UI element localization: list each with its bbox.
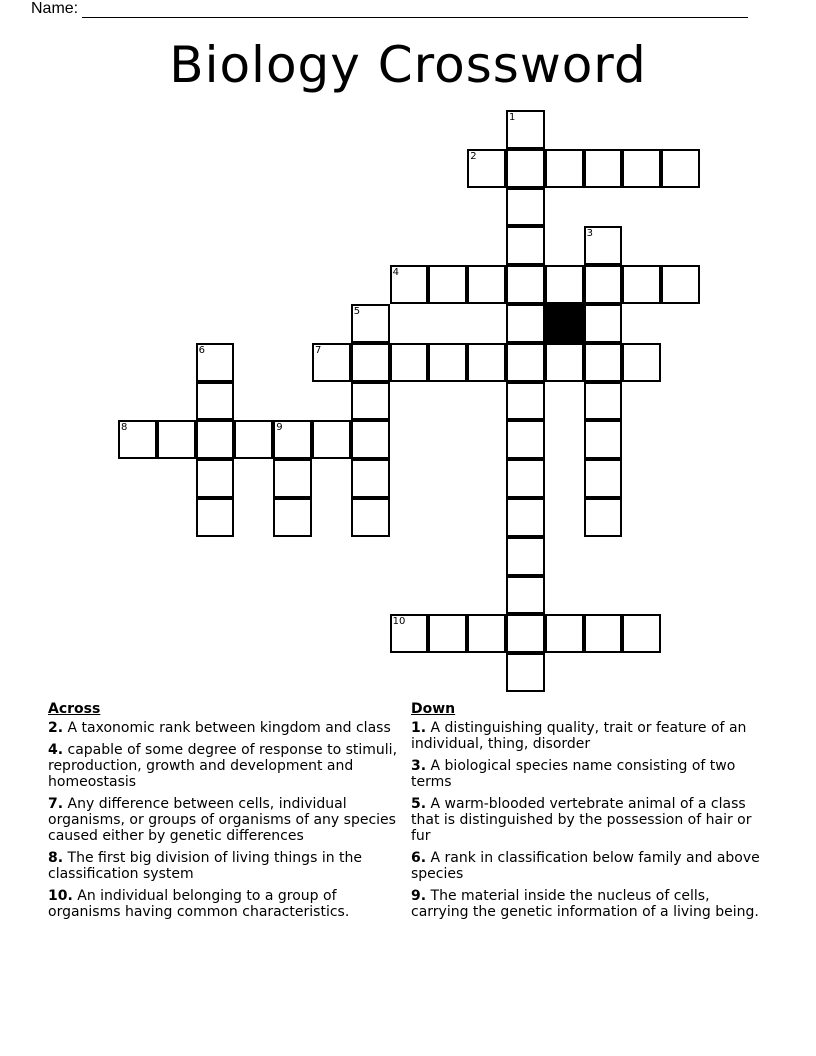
crossword-cell[interactable]: [545, 149, 584, 188]
crossword-cell[interactable]: [196, 459, 235, 498]
crossword-cell[interactable]: [467, 149, 506, 188]
crossword-cell[interactable]: [506, 576, 545, 615]
crossword-cell[interactable]: [196, 498, 235, 537]
clue-down-3: 3. A biological species name consisting of two terms: [411, 758, 736, 790]
crossword-cell[interactable]: [584, 382, 623, 421]
clue-number: 8: [121, 422, 128, 434]
crossword-cell[interactable]: [661, 265, 700, 304]
crossword-cell[interactable]: [351, 343, 390, 382]
crossword-cell[interactable]: [506, 149, 545, 188]
clue-down-9: 9. The material inside the nucleus of cells, carrying the genetic information of a living being.: [411, 888, 759, 920]
crossword-cell[interactable]: [428, 343, 467, 382]
clue-number: 3: [586, 228, 593, 240]
crossword-cell[interactable]: [584, 498, 623, 537]
page-title: Biology Crossword: [169, 36, 647, 94]
crossword-cell[interactable]: [273, 420, 312, 459]
crossword-cell[interactable]: [351, 382, 390, 421]
clue-across-7: 7. Any difference between cells, individual organisms, or groups of organisms of any species caused either by genetic differences: [48, 796, 396, 844]
crossword-cell[interactable]: [545, 265, 584, 304]
crossword-cell[interactable]: [196, 382, 235, 421]
crossword-cell[interactable]: [118, 420, 157, 459]
crossword-cell[interactable]: [428, 265, 467, 304]
clue-number: 2: [470, 150, 477, 162]
clue-across-2: 2. A taxonomic rank between kingdom and class: [48, 720, 391, 736]
down-clues: [411, 700, 763, 926]
crossword-cell[interactable]: [157, 420, 196, 459]
crossword-cell[interactable]: [273, 459, 312, 498]
crossword-cell[interactable]: [506, 653, 545, 692]
crossword-cell[interactable]: [506, 420, 545, 459]
clue-down-5: 5. A warm-blooded vertebrate animal of a class that is distinguished by the possession of hair or fur: [411, 796, 752, 844]
crossword-cell[interactable]: [428, 614, 467, 653]
crossword-cell[interactable]: [584, 614, 623, 653]
crossword-cell[interactable]: [506, 188, 545, 227]
name-label: Name:: [31, 0, 79, 17]
crossword-cell[interactable]: [545, 343, 584, 382]
clue-number: 6: [198, 344, 205, 356]
clue-across-8: 8. The first big division of living things in the classification system: [48, 850, 363, 882]
crossword-cell[interactable]: [584, 304, 623, 343]
clue-number: 5: [353, 306, 361, 317]
crossword-cell[interactable]: [506, 498, 545, 537]
crossword-cell[interactable]: [584, 265, 623, 304]
crossword-cell[interactable]: [622, 149, 661, 188]
crossword-cell[interactable]: [312, 420, 351, 459]
crossword-cell[interactable]: [506, 304, 545, 343]
crossword-cell[interactable]: [545, 614, 584, 653]
crossword-cell[interactable]: [584, 226, 623, 265]
crossword-cell[interactable]: [312, 343, 351, 382]
clue-number: 7: [315, 344, 322, 356]
crossword-cell[interactable]: [506, 382, 545, 421]
crossword-cell[interactable]: [196, 420, 235, 459]
crossword-cell[interactable]: [390, 265, 429, 304]
crossword-cell[interactable]: [506, 110, 545, 149]
crossword-cell[interactable]: [351, 459, 390, 498]
crossword-cell[interactable]: [661, 149, 700, 188]
crossword-cell[interactable]: [351, 420, 390, 459]
crossword-cell[interactable]: [234, 420, 273, 459]
clue-number: 4: [392, 267, 399, 279]
crossword-cell[interactable]: [584, 343, 623, 382]
down-heading: Down: [411, 701, 456, 717]
crossword-cell[interactable]: [506, 614, 545, 653]
crossword-cell[interactable]: [506, 459, 545, 498]
clue-down-6: 6. A rank in classification below family and above species: [411, 850, 760, 882]
crossword-cell[interactable]: [467, 614, 506, 653]
crossword-cell[interactable]: [506, 265, 545, 304]
crossword-cell[interactable]: [584, 459, 623, 498]
black-cell: [545, 304, 584, 343]
across-clues: [48, 700, 400, 926]
clue-down-1: 1. A distinguishing quality, trait or feature of an individual, thing, disorder: [411, 720, 747, 752]
crossword-cell[interactable]: [506, 226, 545, 265]
clue-number: 1: [509, 112, 516, 123]
clue-number: 10: [392, 616, 406, 628]
crossword-cell[interactable]: [506, 343, 545, 382]
crossword-cell[interactable]: [196, 343, 235, 382]
crossword-cell[interactable]: [467, 265, 506, 304]
crossword-cell[interactable]: [351, 498, 390, 537]
crossword-cell[interactable]: [467, 343, 506, 382]
crossword-cell[interactable]: [506, 537, 545, 576]
crossword-cell[interactable]: [622, 343, 661, 382]
crossword-cell[interactable]: [351, 304, 390, 343]
crossword-cell[interactable]: [273, 498, 312, 537]
clue-across-4: 4. capable of some degree of response to stimuli, reproduction, growth and development and homeostasis: [48, 742, 398, 790]
crossword-cell[interactable]: [584, 149, 623, 188]
clue-across-10: 10. An individual belonging to a group of organisms having common characteristics.: [48, 888, 350, 920]
crossword-cell[interactable]: [622, 265, 661, 304]
across-heading: Across: [48, 701, 101, 717]
crossword-cell[interactable]: [390, 614, 429, 653]
crossword-cell[interactable]: [584, 420, 623, 459]
crossword-cell[interactable]: [390, 343, 429, 382]
crossword-cell[interactable]: [622, 614, 661, 653]
clue-number: 9: [276, 422, 283, 434]
